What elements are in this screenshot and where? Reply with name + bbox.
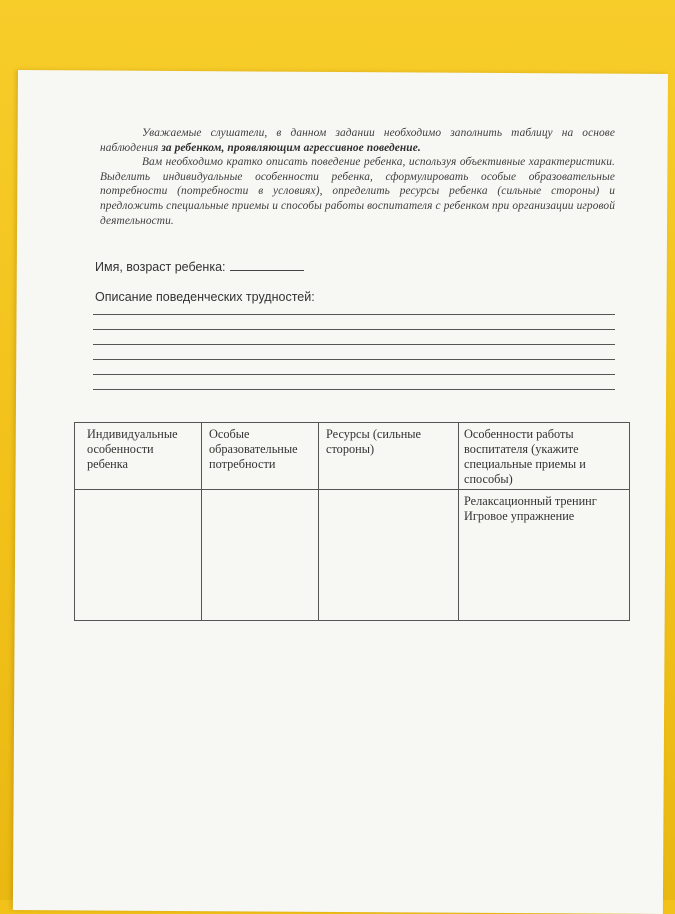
table-column-divider [458,423,459,620]
description-line[interactable] [93,389,615,390]
table-header-individual-features: Индивидуальные особенности ребенка [87,427,178,471]
instructions-p1-text: Уважаемые слушатели, в данном задании необходимо заполнить таблицу на основе наблюдения [100,127,615,154]
description-line[interactable] [93,344,615,345]
description-line[interactable] [93,374,615,375]
table-column-divider [201,423,202,620]
table-cell-resources[interactable] [322,493,454,617]
child-name-age-field [95,258,304,274]
table-header-educational-needs: Особые образовательные потребности [209,427,298,471]
instructions-text [100,126,615,228]
description-line[interactable] [93,329,615,330]
instructions-p1-bold: за ребенком, проявляющим агрессивное поведение. [161,141,421,154]
instructions-paragraph-2: Вам необходимо кратко описать поведение ребенка, используя объективные характеристики. Выделить индивидуальные особенности ребенка, сформулировать особые образовательные потребности (потребности в условиях), определить ресурсы ребенка (сильные стороны) и предложить специальные приемы и способы работы воспитателя с ребенком при организации игровой деятельности. [100,156,615,227]
description-line[interactable] [93,359,615,360]
table-cell-educational-needs[interactable] [205,493,315,617]
table-row-divider [75,489,629,490]
behavior-description-label: Описание поведенческих трудностей: [95,290,315,304]
child-name-age-blank[interactable] [230,258,304,271]
observation-table [74,422,630,621]
table-cell-teacher-work[interactable]: Релаксационный тренинг Игровое упражнение [464,494,597,523]
instructions-paragraph-1 [100,126,615,155]
table-cell-individual-features[interactable] [79,493,197,617]
table-header-teacher-work: Особенности работы воспитателя (укажите специальные приемы и способы) [464,427,586,486]
child-name-age-label: Имя, возраст ребенка: [95,260,226,274]
table-header-resources: Ресурсы (сильные стороны) [326,427,422,456]
table-column-divider [318,423,319,620]
description-line[interactable] [93,314,615,315]
